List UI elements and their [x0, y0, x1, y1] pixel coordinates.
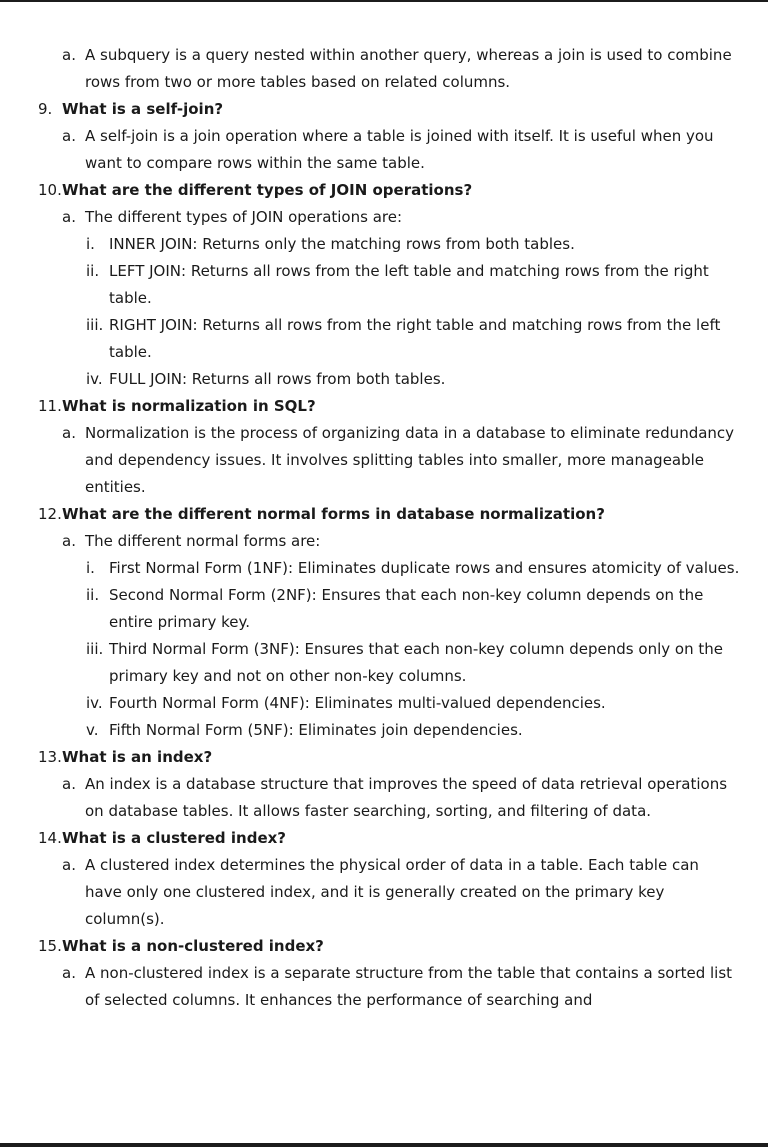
sub-list-item	[0, 582, 768, 636]
answer-item	[0, 528, 768, 555]
answer-text: Normalization is the process of organizing data in a database to eliminate redundancy and dependency issues. It involves splitting tables into smaller, more manageable entities.	[85, 424, 735, 496]
answer-text: The different types of JOIN operations are:	[85, 208, 403, 226]
sub-list-marker: ii.	[86, 586, 100, 604]
question-number: 12.	[38, 505, 62, 523]
question-text: What is a clustered index?	[62, 829, 286, 847]
sub-list-marker: v.	[86, 721, 99, 739]
question-number: 11.	[38, 397, 62, 415]
question-item	[0, 177, 768, 204]
sub-list-text: Third Normal Form (3NF): Ensures that each non-key column depends only on the primary key and not on other non-key columns.	[109, 640, 723, 685]
answer-marker: a.	[62, 856, 76, 874]
page-top-edge	[0, 0, 768, 2]
question-number: 14.	[38, 829, 62, 847]
question-text: What is an index?	[62, 748, 213, 766]
answer-item	[0, 42, 768, 96]
answer-marker: a.	[62, 775, 76, 793]
answer-marker: a.	[62, 424, 76, 442]
answer-text: A subquery is a query nested within another query, whereas a join is used to combine rows from two or more tables based on related columns.	[85, 46, 732, 91]
answer-marker: a.	[62, 532, 76, 550]
answer-item	[0, 420, 768, 501]
answer-text: A clustered index determines the physical order of data in a table. Each table can have only one clustered index, and it is generally created on the primary key column(s).	[85, 856, 699, 928]
document-page	[0, 42, 768, 1014]
sub-list-marker: iii.	[86, 316, 104, 334]
answer-marker: a.	[62, 46, 76, 64]
sub-list-text: RIGHT JOIN: Returns all rows from the right table and matching rows from the left table.	[109, 316, 721, 361]
question-text: What is normalization in SQL?	[62, 397, 316, 415]
sub-list-text: Second Normal Form (2NF): Ensures that each non-key column depends on the entire primary key.	[109, 586, 704, 631]
sub-list-marker: iv.	[86, 370, 103, 388]
answer-marker: a.	[62, 208, 76, 226]
sub-list-marker: i.	[86, 235, 95, 253]
sub-list-item	[0, 690, 768, 717]
question-item	[0, 825, 768, 852]
answer-item	[0, 204, 768, 231]
answer-text: An index is a database structure that improves the speed of data retrieval operations on database tables. It allows faster searching, sorting, and filtering of data.	[85, 775, 728, 820]
question-item	[0, 933, 768, 960]
sub-list-marker: iv.	[86, 694, 103, 712]
sub-list-text: INNER JOIN: Returns only the matching rows from both tables.	[109, 235, 575, 253]
answer-item	[0, 852, 768, 933]
question-text: What is a non-clustered index?	[62, 937, 324, 955]
sub-list-text: LEFT JOIN: Returns all rows from the left table and matching rows from the right table.	[109, 262, 709, 307]
sub-list-item	[0, 636, 768, 690]
question-text: What are the different normal forms in database normalization?	[62, 505, 605, 523]
sub-list-item	[0, 555, 768, 582]
question-text: What are the different types of JOIN operations?	[62, 181, 473, 199]
sub-list-marker: ii.	[86, 262, 100, 280]
sub-list-item	[0, 717, 768, 744]
sub-list-item	[0, 231, 768, 258]
question-item	[0, 96, 768, 123]
answer-text: A self-join is a join operation where a table is joined with itself. It is useful when you want to compare rows within the same table.	[85, 127, 714, 172]
sub-list-item	[0, 366, 768, 393]
question-item	[0, 744, 768, 771]
answer-text: A non-clustered index is a separate structure from the table that contains a sorted list of selected columns. It enhances the performance of searching and	[85, 964, 733, 1009]
sub-list-marker: i.	[86, 559, 95, 577]
answer-item	[0, 771, 768, 825]
answer-marker: a.	[62, 964, 76, 982]
answer-text: The different normal forms are:	[85, 532, 321, 550]
answer-item	[0, 960, 768, 1014]
question-item	[0, 501, 768, 528]
sub-list-text: Fifth Normal Form (5NF): Eliminates join dependencies.	[109, 721, 523, 739]
answer-item	[0, 123, 768, 177]
question-item	[0, 393, 768, 420]
question-number: 15.	[38, 937, 62, 955]
question-text: What is a self-join?	[62, 100, 224, 118]
page-bottom-edge	[0, 1143, 768, 1147]
question-number: 13.	[38, 748, 62, 766]
sub-list-text: First Normal Form (1NF): Eliminates duplicate rows and ensures atomicity of values.	[109, 559, 740, 577]
question-number: 10.	[38, 181, 62, 199]
sub-list-item	[0, 312, 768, 366]
answer-marker: a.	[62, 127, 76, 145]
sub-list-item	[0, 258, 768, 312]
sub-list-text: FULL JOIN: Returns all rows from both tables.	[109, 370, 446, 388]
sub-list-marker: iii.	[86, 640, 104, 658]
question-number: 9.	[38, 100, 53, 118]
sub-list-text: Fourth Normal Form (4NF): Eliminates multi-valued dependencies.	[109, 694, 606, 712]
